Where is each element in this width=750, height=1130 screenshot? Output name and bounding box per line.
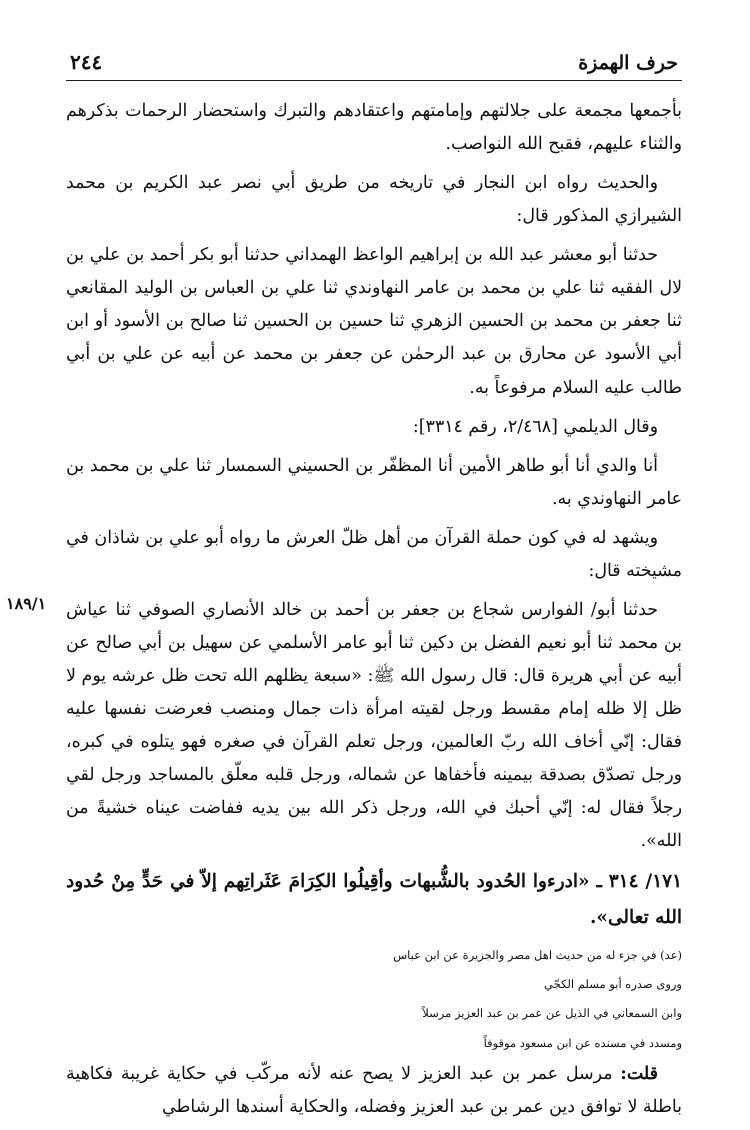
- takhrij-notes: [66, 941, 682, 1058]
- note-line: وابن السمعاني في الذيل عن عمر بن عبد العزيز مرسلاً: [422, 1006, 682, 1021]
- hadith-text: حدثنا أبو/ الفوارس شجاع بن جعفر بن أحمد بن خالد الأنصاري الصوفي ثنا عياش بن محمد ثنا أبو نعيم الفضل بن دكين ثنا أبو عامر الأسلمي عن سهيل بن أبي صالح عن أبيه عن أبي هريرة قال: قال رسول الله ﷺ: «سبعة يظلهم الله تحت ظل عرشه يوم لا ظل إلا ظله إمام مقسط ورجل لقيته امرأة ذات جمال ومنصب فعرضت نفسها عليه فقال: إنّي أخاف الله ربّ العالمين، ورجل تعلم القرآن في صغره فهو يتلوه في كبره، ورجل تصدّق بصدقة بيمينه فأخفاها عن شماله، ورجل قلبه معلّق بالمساجد ورجل لقي رجلاً فقال له: إنّي أحبك في الله، ورجل ذكر الله بين يديه ففاضت عيناه خشيةً من الله».: [66, 599, 682, 852]
- note-line: (عد) في جزء له من حديث اهل مصر والجزيرة عن ابن عباس: [393, 947, 682, 962]
- qult-paragraph: [66, 1058, 682, 1124]
- hadith-heading: ١٧١/ ٣١٤ ـ «ادرءوا الحُدود بالشُّبهات وأقِيلُوا الكِرَامَ عَثَراتِهم إلاّ في حَدٍّ مِنْ حُدود الله تعالى».: [66, 871, 683, 928]
- page-header: [66, 50, 682, 81]
- margin-reference: ١٨٩/١: [6, 593, 47, 613]
- paragraph: حدثنا أبو معشر عبد الله بن إبراهيم الواعظ الهمداني حدثنا أبو بكر أحمد بن علي بن لال الفقيه ثنا علي بن محمد بن عامر النهاوندي ثنا علي بن العباس بن الوليد المقانعي ثنا جعفر بن محمد بن الحسين الزهري ثنا حسين بن الحسين ثنا صالح بن الأسود أو ابن أبي الأسود عن محارق بن عبد الرحمٰن عن جعفر بن محمد عن أبيه عن علي بن أبي طالب عليه السلام مرفوعاً به.: [66, 245, 682, 398]
- qult-label: قلت:: [620, 1063, 658, 1084]
- qult-text: مرسل عمر بن عبد العزيز لا يصح عنه لأنه مركّب في حكاية غريبة فكاهية باطلة لا توافق دين عمر بن عبد العزيز وفضله، والحكاية أسندها الرشاطي: [66, 1063, 682, 1117]
- note-line: وروى صدره أبو مسلم الكجّي: [544, 976, 682, 991]
- paragraph: والحديث رواه ابن النجار في تاريخه من طريق أبي نصر عبد الكريم بن محمد الشيرازي المذكور قال:: [66, 173, 682, 227]
- paragraph: بأجمعها مجمعة على جلالتهم وإمامتهم واعتقادهم والتبرك واستحضار الرحمات بذكرهم والثناء عليهم، فقبح الله النواصب.: [66, 101, 682, 155]
- paragraph: ويشهد له في كون حملة القرآن من أهل ظلّ العرش ما رواه أبو علي بن شاذان في مشيخته قال:: [66, 527, 682, 581]
- chapter-title: حرف الهمزة: [578, 52, 678, 74]
- note-line: ومسدد في مسنده عن ابن مسعود موقوفاً: [483, 1035, 682, 1050]
- page-number: ٢٤٤: [70, 50, 103, 74]
- book-page: [6, 50, 683, 1130]
- body-text: [6, 95, 683, 1124]
- hadith-block: [6, 593, 682, 859]
- paragraph: وقال الديلمي [٢/٤٦٨، رقم ٣٣١٤]:: [412, 416, 658, 437]
- paragraph: أنا والدي أنا أبو طاهر الأمين أنا المظفّر بن الحسيني السمسار ثنا علي بن محمد بن عامر النهاوندي به.: [66, 455, 682, 509]
